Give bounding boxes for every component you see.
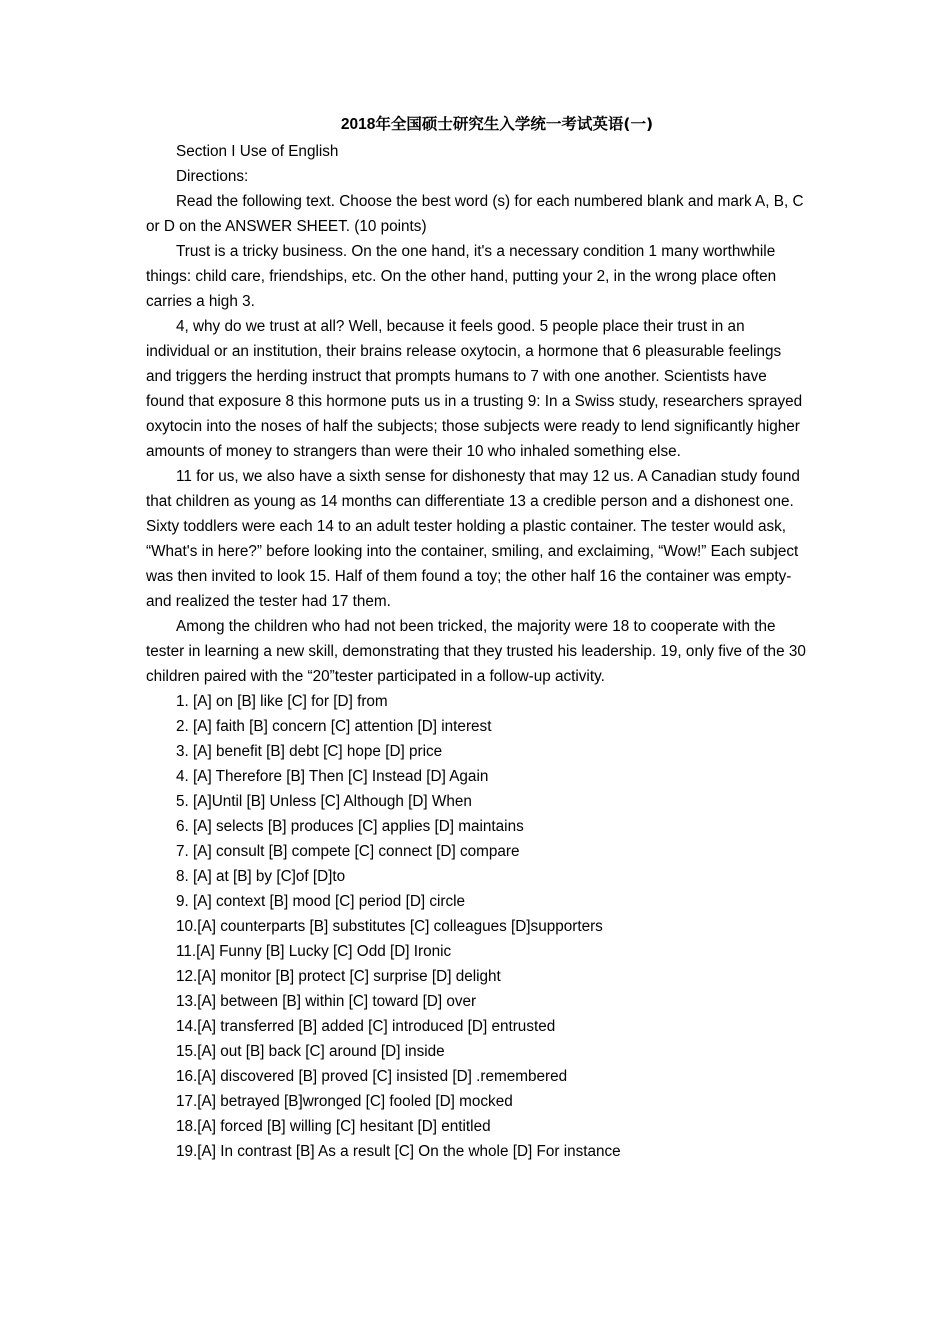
- list-item: 16.[A] discovered [B] proved [C] insisted [D] .remembered: [176, 1068, 568, 1085]
- answer-options-list: [146, 689, 808, 1164]
- list-item: 8. [A] at [B] by [C]of [D]to: [176, 868, 346, 885]
- passage-paragraph-3: 11 for us, we also have a sixth sense for dishonesty that may 12 us. A Canadian study found that children as young as 14 months can differentiate 13 a credible person and a dishonest one. Sixty toddlers were each 14 to an adult tester holding a plastic container. The tester would ask, “What's in here?” before looking into the container, smiling, and exclaiming, “Wow!” Each subject was then invited to look 15. Half of them found a toy; the other half 16 the container was empty-and realized the tester had 17 them.: [146, 468, 805, 610]
- list-item: 4. [A] Therefore [B] Then [C] Instead [D] Again: [176, 768, 489, 785]
- list-item: 9. [A] context [B] mood [C] period [D] circle: [176, 893, 466, 910]
- list-item: 18.[A] forced [B] willing [C] hesitant [D] entitled: [176, 1118, 491, 1135]
- passage-paragraph-1: Trust is a tricky business. On the one hand, it's a necessary condition 1 many worthwhile things: child care, friendships, etc. On the other hand, putting your 2, in the wrong place often carries a high 3.: [146, 243, 781, 310]
- page-title-year: 2018: [340, 116, 376, 133]
- list-item: 15.[A] out [B] back [C] around [D] inside: [176, 1043, 445, 1060]
- document-body: [146, 112, 811, 1164]
- list-item: 2. [A] faith [B] concern [C] attention [D] interest: [176, 718, 492, 735]
- section-heading: Section I Use of English: [176, 143, 339, 160]
- page-title-cjk: 年全国硕士研究生入学统一考试英语(一): [375, 115, 654, 133]
- list-item: 7. [A] consult [B] compete [C] connect [D] compare: [176, 843, 520, 860]
- list-item: 19.[A] In contrast [B] As a result [C] On the whole [D] For instance: [176, 1143, 621, 1160]
- list-item: 5. [A]Until [B] Unless [C] Although [D] When: [176, 793, 472, 810]
- list-item: 6. [A] selects [B] produces [C] applies [D] maintains: [176, 818, 524, 835]
- list-item: 10.[A] counterparts [B] substitutes [C] colleagues [D]supporters: [176, 918, 603, 935]
- list-item: 1. [A] on [B] like [C] for [D] from: [176, 693, 388, 710]
- directions-text: Read the following text. Choose the best word (s) for each numbered blank and mark A, B, C or D on the ANSWER SHEET. (10 points): [146, 193, 808, 235]
- directions-label: Directions:: [176, 168, 249, 185]
- list-item: 3. [A] benefit [B] debt [C] hope [D] price: [176, 743, 443, 760]
- page-title: [146, 112, 808, 137]
- list-item: 17.[A] betrayed [B]wronged [C] fooled [D] mocked: [176, 1093, 513, 1110]
- list-item: 12.[A] monitor [B] protect [C] surprise [D] delight: [176, 968, 501, 985]
- list-item: 13.[A] between [B] within [C] toward [D] over: [176, 993, 477, 1010]
- list-item: 14.[A] transferred [B] added [C] introduced [D] entrusted: [176, 1018, 556, 1035]
- passage-paragraph-2: 4, why do we trust at all? Well, because it feels good. 5 people place their trust in an individual or an institution, their brains release oxytocin, a hormone that 6 pleasurable feelings and triggers the herding instruct that prompts humans to 7 with one another. Scientists have found that exposure 8 this hormone puts us in a trusting 9: In a Swiss study, researchers sprayed oxytocin into the noses of half the subjects; those subjects were ready to lend significantly higher amounts of money to strangers than were their 10 who inhaled something else.: [146, 318, 807, 460]
- passage-paragraph-4: Among the children who had not been tricked, the majority were 18 to cooperate with the tester in learning a new skill, demonstrating that they trusted his leadership. 19, only five of the 30 children paired with the “20”tester participated in a follow-up activity.: [146, 618, 811, 685]
- list-item: 11.[A] Funny [B] Lucky [C] Odd [D] Ironic: [176, 943, 452, 960]
